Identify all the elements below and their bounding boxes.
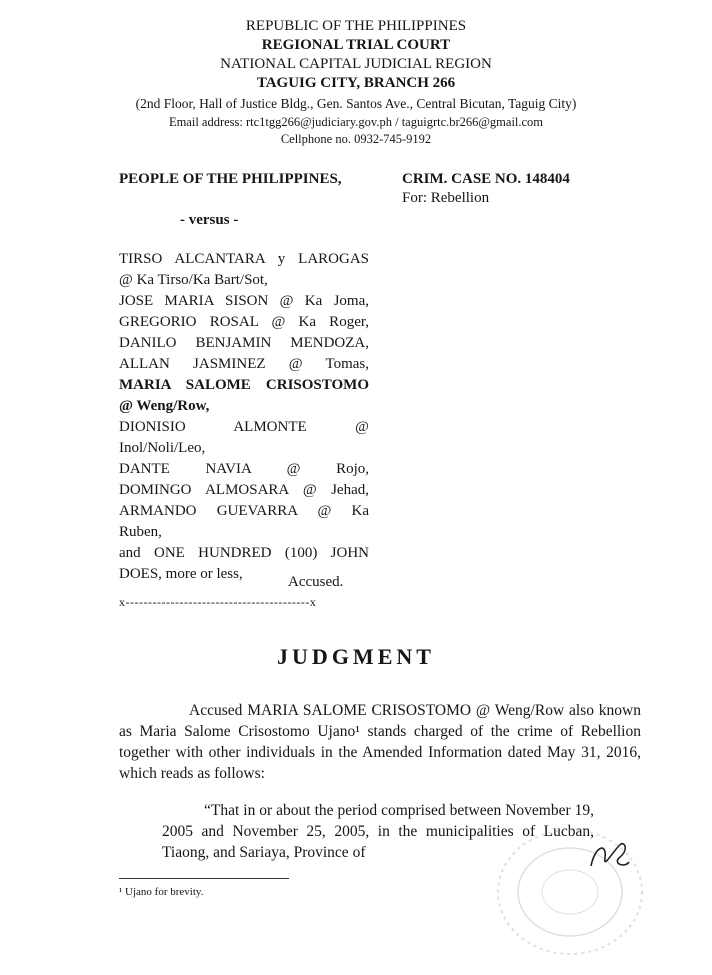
- accused-line: DIONISIO ALMONTE @: [119, 419, 369, 435]
- accused-line: Inol/Noli/Leo,: [119, 440, 206, 456]
- accused-line: ARMANDO GUEVARRA @ Ka: [119, 503, 369, 519]
- accused-line: DANILO BENJAMIN MENDOZA,: [119, 335, 369, 351]
- caption-separator: x-----------------------------------------x: [119, 595, 317, 609]
- case-number: CRIM. CASE NO. 148404: [402, 171, 570, 187]
- accused-line: DOES, more or less,: [119, 566, 243, 582]
- header-court: REGIONAL TRIAL COURT: [261, 37, 451, 53]
- accused-line: Ruben,: [119, 524, 162, 540]
- header-branch: TAGUIG CITY, BRANCH 266: [256, 75, 456, 91]
- opening-paragraph: Accused MARIA SALOME CRISOSTOMO @ Weng/Row also known as Maria Salome Crisostomo Ujano¹ stands charged of the crime of Rebellion together with other individuals in the Amended Information dated May 31, 2016, which reads as follows:: [119, 702, 641, 782]
- accused-label: Accused.: [288, 574, 344, 590]
- accused-line: @ Ka Tirso/Ka Bart/Sot,: [119, 272, 268, 288]
- case-offense: For: Rebellion: [402, 190, 490, 206]
- accused-list: [119, 249, 369, 585]
- accused-line: DOMINGO ALMOSARA @ Jehad,: [119, 482, 369, 498]
- accused-line-highlighted: @ Weng/Row,: [119, 398, 210, 414]
- accused-line: DANTE NAVIA @ Rojo,: [119, 461, 369, 477]
- footnote-text: ¹ Ujano for brevity.: [119, 886, 204, 898]
- plaintiff-name: PEOPLE OF THE PHILIPPINES,: [119, 171, 342, 187]
- versus-label: - versus -: [180, 212, 239, 228]
- accused-line-highlighted: MARIA SALOME CRISOSTOMO: [119, 377, 369, 393]
- header-region: NATIONAL CAPITAL JUDICIAL REGION: [220, 56, 492, 72]
- information-quote: “That in or about the period comprised between November 19, 2005 and November 25, 2005, in the municipalities of Lucban, Tiaong, and Sariaya, Province of: [162, 802, 594, 861]
- document-title: JUDGMENT: [277, 644, 435, 669]
- accused-line: TIRSO ALCANTARA y LAROGAS: [119, 251, 369, 267]
- accused-line: GREGORIO ROSAL @ Ka Roger,: [119, 314, 369, 330]
- header-republic: REPUBLIC OF THE PHILIPPINES: [245, 18, 467, 34]
- accused-line: and ONE HUNDRED (100) JOHN: [119, 545, 369, 561]
- accused-line: JOSE MARIA SISON @ Ka Joma,: [119, 293, 369, 309]
- footnote-rule: [119, 878, 289, 879]
- handwritten-initials: [585, 836, 633, 876]
- accused-line: ALLAN JASMINEZ @ Tomas,: [119, 356, 369, 372]
- header-cellphone: Cellphone no. 0932-745-9192: [280, 132, 432, 146]
- header-email: Email address: rtc1tgg266@judiciary.gov.ph / taguigrtc.br266@gmail.com: [168, 115, 544, 129]
- header-address: (2nd Floor, Hall of Justice Bldg., Gen. Santos Ave., Central Bicutan, Taguig City): [135, 96, 577, 111]
